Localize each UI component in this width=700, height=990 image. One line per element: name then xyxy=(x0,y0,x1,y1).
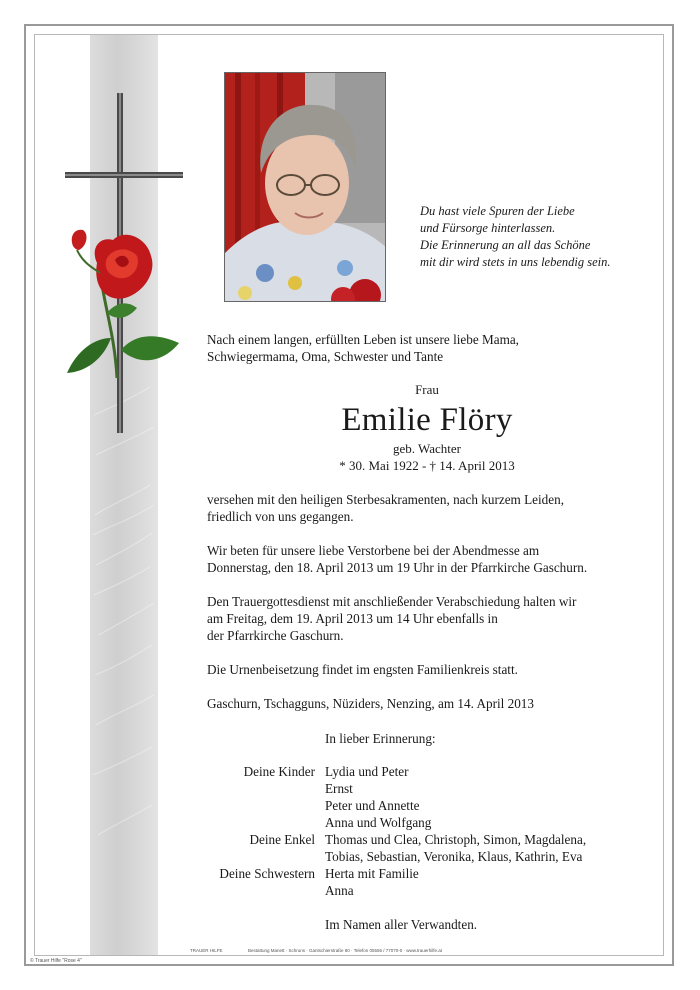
text-line: Die Urnenbeisetzung findet im engsten Familienkreis statt. xyxy=(207,662,518,677)
paragraph-evening-mass xyxy=(207,542,647,576)
text-line: versehen mit den heiligen Sterbesakramenten, nach kurzem Leiden, xyxy=(207,492,565,507)
enkel-names: Thomas und Clea, Christoph, Simon, Magdalena, xyxy=(325,832,587,847)
text-line: Wir beten für unsere liebe Verstorbene bei der Abendmesse am xyxy=(207,543,540,558)
text-line: der Pfarrkirche Gaschurn. xyxy=(207,628,344,643)
portrait-photo xyxy=(224,72,386,302)
maiden-name: geb. Wachter xyxy=(392,441,461,456)
memorial-quote xyxy=(420,203,660,271)
deceased-name: Emilie Flöry xyxy=(341,402,513,438)
paragraph-urn-burial xyxy=(207,661,647,678)
schwestern-name: Anna xyxy=(325,883,354,898)
paragraph-funeral-service xyxy=(207,593,647,644)
kinder-label: Deine Kinder xyxy=(243,764,315,779)
quote-line: Die Erinnerung an all das Schöne xyxy=(420,238,591,252)
schwestern-label: Deine Schwestern xyxy=(219,866,315,881)
life-dates: * 30. Mai 1922 - † 14. April 2013 xyxy=(339,458,515,473)
footer-brand: TRAUER HILFE xyxy=(190,948,223,953)
quote-line: Du hast viele Spuren der Liebe xyxy=(420,204,575,218)
kinder-name: Ernst xyxy=(325,781,353,796)
remembrance-heading: In lieber Erinnerung: xyxy=(325,731,436,746)
paragraph-sacraments xyxy=(207,491,647,525)
kinder-name: Peter und Annette xyxy=(325,798,420,813)
text-line: am Freitag, dem 19. April 2013 um 14 Uhr ebenfalls in xyxy=(207,611,498,626)
text-line: Gaschurn, Tschagguns, Nüziders, Nenzing, am 14. April 2013 xyxy=(207,696,534,711)
schwestern-name: Herta mit Familie xyxy=(325,866,419,881)
kinder-name: Anna und Wolfgang xyxy=(325,815,432,830)
text-line: friedlich von uns gegangen. xyxy=(207,509,354,524)
text-line: Schwiegermama, Oma, Schwester und Tante xyxy=(207,349,444,364)
cross-with-rose-icon xyxy=(55,88,185,438)
salutation: Frau xyxy=(415,382,439,397)
text-line: Donnerstag, den 18. April 2013 um 19 Uhr in der Pfarrkirche Gaschurn. xyxy=(207,560,588,575)
intro-paragraph xyxy=(207,331,647,365)
quote-line: und Fürsorge hinterlassen. xyxy=(420,221,556,235)
closing-line: Im Namen aller Verwandten. xyxy=(325,917,478,932)
kinder-name: Lydia und Peter xyxy=(325,764,409,779)
enkel-label: Deine Enkel xyxy=(249,832,315,847)
copyright-note: © Trauer Hilfe "Rose 4" xyxy=(30,958,82,964)
place-and-date xyxy=(207,695,647,712)
footer-details: Bestattung Manett · Schruns · Gantschierstraße 80 · Telefon 05556 / 77070-0 · www.trauerhilfe.at xyxy=(248,948,443,953)
enkel-names: Tobias, Sebastian, Veronika, Klaus, Kathrin, Eva xyxy=(325,849,583,864)
quote-line: mit dir wird stets in uns lebendig sein. xyxy=(420,255,611,269)
text-line: Nach einem langen, erfüllten Leben ist unsere liebe Mama, xyxy=(207,332,519,347)
text-line: Den Trauergottesdienst mit anschließender Verabschiedung halten wir xyxy=(207,594,577,609)
